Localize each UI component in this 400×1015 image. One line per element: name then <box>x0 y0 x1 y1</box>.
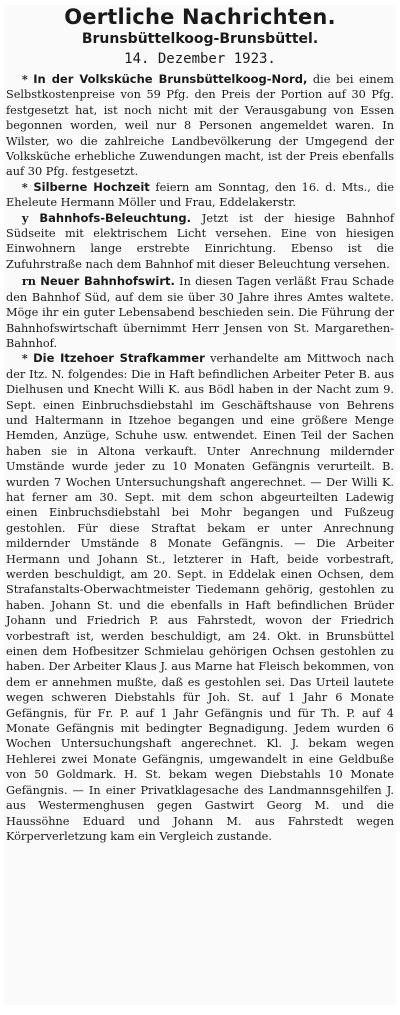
article-marker: * <box>21 72 28 86</box>
subhead: Brunsbüttelkoog-Brunsbüttel. <box>81 31 319 47</box>
article-lead: Bahnhofs-Beleuchtung. <box>39 210 191 225</box>
article-body: die bei einem Selbstkostenpreise von 59 Pfg. den Preis der Portion auf 30 Pfg. festgesetzt hat, ist noch nicht mit der Verausgabung von Essen begonnen worden, weil nur 8 Personen angemeldet waren. In Wilster, wo die zahlreiche Landbevölkerung der Umgegend der Volksküche erhebliche Zuwendungen macht, ist der Preis ebenfalls auf 30 Pfg. festgesetzt. <box>6 73 394 179</box>
article-volkskueche <box>6 72 394 180</box>
article-lead: Silberne Hochzeit <box>33 179 150 194</box>
article-body: In diesen Tagen verläßt Frau Schade den Bahnhof Süd, auf dem sie über 30 Jahre ihres Amtes waltete. Möge ihr ein guter Lebensabend beschieden sein. Die Führung der Bahnhofswirtschaft übernimmt Herr Jensen von St. Margarethen-Bahnhof. <box>6 275 395 350</box>
article-marker: rn <box>21 274 36 289</box>
article-marker: y <box>21 210 29 225</box>
headline: Oertliche Nachrichten. <box>64 5 336 29</box>
dateline: 14. Dezember 1923. <box>124 51 276 67</box>
newspaper-clipping <box>4 5 396 1005</box>
article-marker: * <box>21 351 28 366</box>
article-body: feiern am Sonntag, den 16. d. Mts., die Eheleute Hermann Möller und Frau, Eddelakerstr. <box>6 180 395 210</box>
article-bahnhofs-beleuchtung <box>6 211 394 273</box>
article-neuer-bahnhofswirt <box>6 274 394 351</box>
article-body: verhandelte am Mittwoch nach der Itz. N. folgendes: Die in Haft befindlichen Arbeiter Peter B. aus Dielhusen und Knecht Willi K. aus Bödl haben in der Nacht zum 9. Sept. einen Einbruchsdiebstahl im Geschäftshause von Behrens und Haltermann in Itzehoe begangen und eine größere Menge Hemden, Anzüge, Schuhe usw. entwendet. Einen Teil der Sachen haben sie in Altona verkauft. Unter Anrechnung mildernder Umstände wurde jeder zu 10 Monaten Gefängnis verurteilt. B. wurden 7 Wochen Untersuchungshaft angerechnet. — Der Willi K. hat ferner am 30. Sept. mit dem schon abgeurteilten Ladewig einen Einbruchsdiebstahl bei Mohr begangen und Fußzeug gestohlen. Für diese Straftat bekam er unter Anrechnung mildernder Umstände 8 Monate Gefängnis. — Die Arbeiter Hermann und Johann St., letzterer in Haft, beide vorbestraft, werden beschuldigt, am 20. Sept. in Eddelak einen Ochsen, dem Strafanstalts-Oberwachtmeister Tiedemann gehörig, gestohlen zu haben. Johann St. und die ebenfalls in Haft befindlichen Brüder Johann und Friedrich P. aus Fahrstedt, wovon der Friedrich vorbestraft ist, werden beschuldigt, am 24. Okt. in Brunsbüttel einen dem Hofbesitzer Schmielau gehörigen Ochsen gestohlen zu haben. Der Arbeiter Klaus J. aus Marne hat Fleisch bekommen, von dem er annehmen mußte, daß es gestohlen sei. Das Urteil lautete wegen schweren Diebstahls für Joh. St. auf 1 Jahr 6 Monate Gefängnis, für Fr. P. auf 1 Jahr Gefängnis und für Th. P. auf 4 Monate Gefängnis mit bedingter Begnadigung. Jedem wurden 6 Wochen Untersuchungshaft angerechnet. Kl. J. bekam wegen Hehlerei zwei Monate Gefängnis, umgewandelt in eine Geldbuße von 50 Goldmark. H. St. bekam wegen Diebstahls 10 Monate Gefängnis. — In einer Privatklagesache des Landmannsgehilfen J. aus Westermenghusen gegen Gastwirt Georg M. und die Haussöhne Eduard und Johann M. aus Fahrstedt wegen Körperverletzung kam ein Vergleich zustande. <box>6 352 394 843</box>
article-silberne-hochzeit <box>6 180 394 211</box>
article-lead: In der Volksküche Brunsbüttelkoog-Nord, <box>33 72 308 86</box>
article-marker: * <box>21 179 28 194</box>
article-strafkammer <box>6 351 394 844</box>
article-lead: Die Itzehoer Strafkammer <box>33 351 205 366</box>
article-lead: Neuer Bahnhofswirt. <box>40 274 175 289</box>
article-body: Jetzt ist der hiesige Bahnhof Südseite mit elektrischem Licht versehen. Eine von hiesigen Einwohnern lange erstrebte Einrichtung. Ebenso ist die Zufuhrstraße nach dem Bahnhof mit dieser Beleuchtung versehen. <box>6 211 395 271</box>
